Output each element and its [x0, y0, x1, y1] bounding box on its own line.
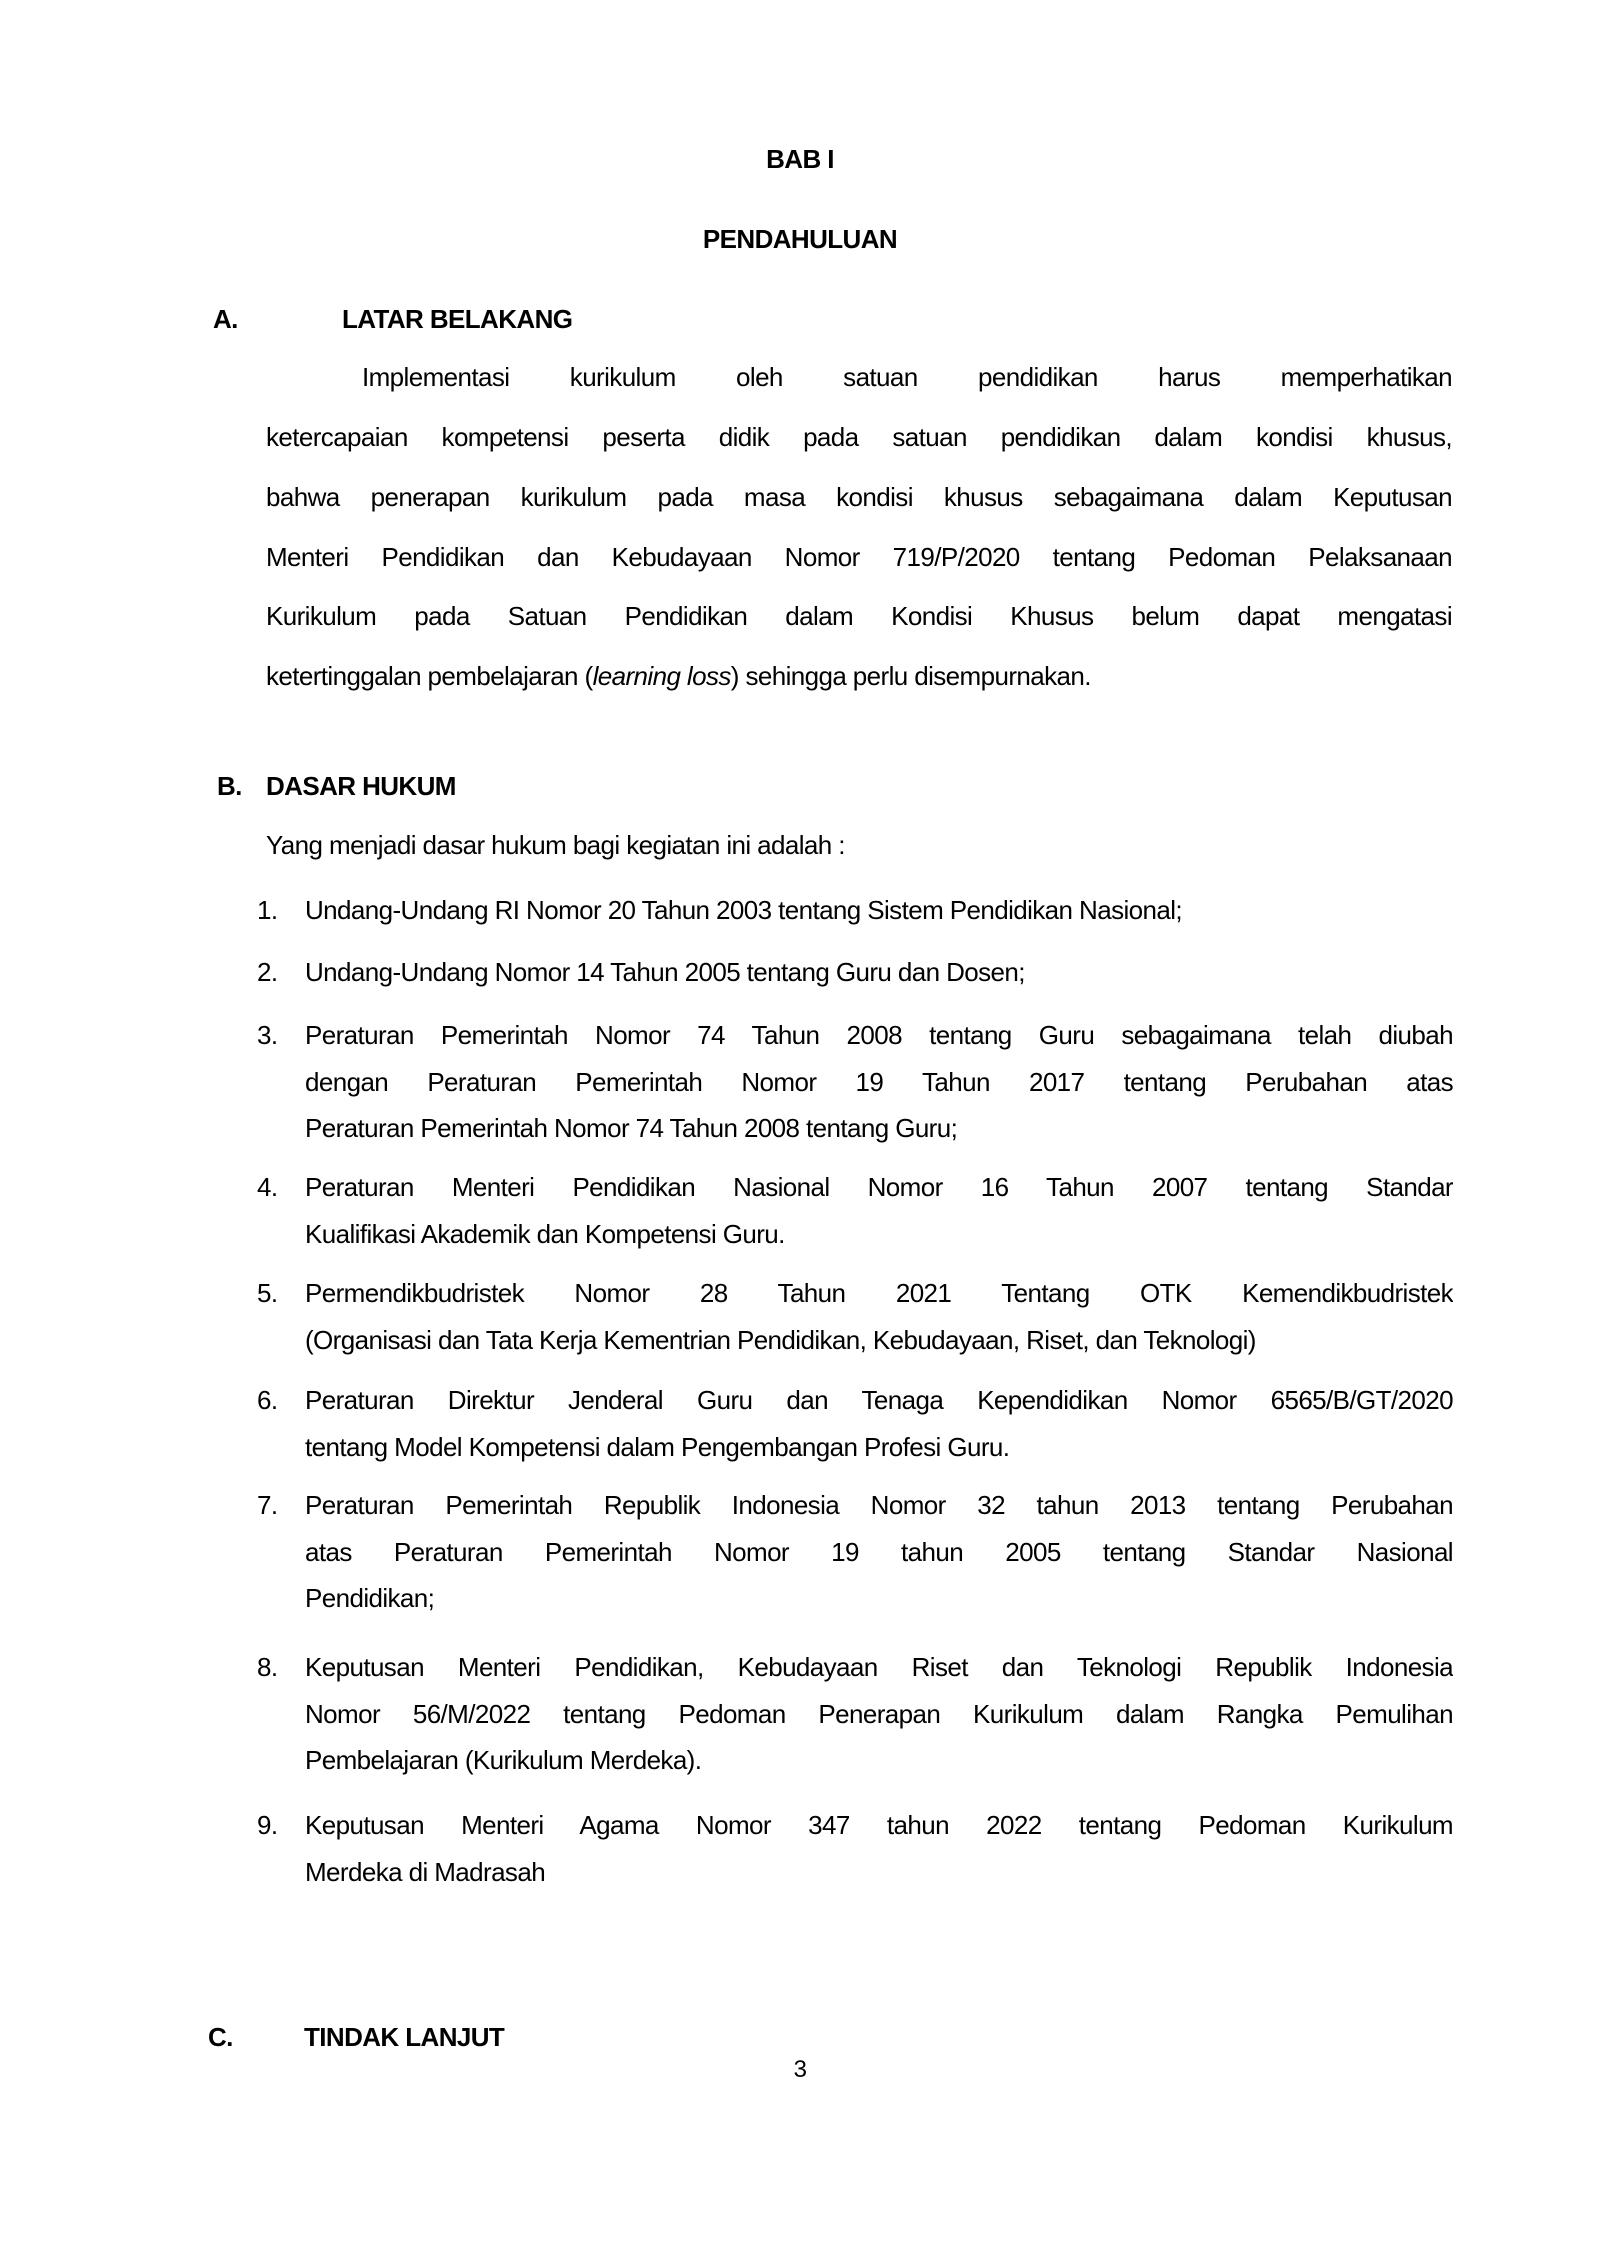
list-item-line: (Organisasi dan Tata Kerja Kementrian Pendidikan, Kebudayaan, Riset, dan Teknologi): [305, 1324, 1256, 1355]
list-item-line: Nomor 56/M/2022 tentang Pedoman Penerapan Kurikulum dalam Rangka Pemulihan: [305, 1698, 1453, 1729]
section-a-line-3: bahwa penerapan kurikulum pada masa kondisi khusus sebagaimana dalam Keputusan: [266, 482, 1452, 512]
section-a-title: LATAR BELAKANG: [342, 304, 573, 334]
list-item-line: Undang-Undang Nomor 14 Tahun 2005 tentang Guru dan Dosen;: [305, 957, 1025, 987]
text-segment: ketertinggalan pembelajaran (: [266, 661, 593, 691]
list-item-line: Merdeka di Madrasah: [305, 1856, 546, 1887]
list-item-line: dengan Peraturan Pemerintah Nomor 19 Tahun 2017 tentang Perubahan atas: [305, 1066, 1453, 1097]
list-item-number: 5.: [257, 1278, 278, 1308]
list-item-line: Peraturan Pemerintah Nomor 74 Tahun 2008 tentang Guru sebagaimana telah diubah: [305, 1020, 1453, 1050]
section-a-marker: A.: [213, 304, 238, 334]
section-b-intro: Yang menjadi dasar hukum bagi kegiatan ini adalah :: [266, 830, 845, 860]
list-item-line: tentang Model Kompetensi dalam Pengembangan Profesi Guru.: [305, 1431, 1010, 1462]
list-item-number: 1.: [257, 895, 278, 925]
list-item-number: 8.: [257, 1652, 278, 1682]
section-b-title: DASAR HUKUM: [266, 771, 456, 801]
list-item-line: Permendikbudristek Nomor 28 Tahun 2021 Tentang OTK Kemendikbudristek: [305, 1278, 1453, 1308]
list-item-line: Peraturan Menteri Pendidikan Nasional Nomor 16 Tahun 2007 tentang Standar: [305, 1172, 1453, 1202]
list-item-line: atas Peraturan Pemerintah Nomor 19 tahun 2005 tentang Standar Nasional: [305, 1536, 1453, 1567]
list-item-line: Pembelajaran (Kurikulum Merdeka).: [305, 1745, 702, 1775]
chapter-title: PENDAHULUAN: [702, 224, 898, 254]
section-a-line-1: Implementasi kurikulum oleh satuan pendidikan harus memperhatikan: [362, 362, 1452, 392]
list-item-line: Peraturan Pemerintah Republik Indonesia Nomor 32 tahun 2013 tentang Perubahan: [305, 1490, 1453, 1520]
section-a-line-4: Menteri Pendidikan dan Kebudayaan Nomor 719/P/2020 tentang Pedoman Pelaksanaan: [266, 542, 1452, 572]
section-c-marker: C.: [208, 2022, 233, 2052]
list-item-number: 9.: [257, 1810, 278, 1840]
list-item-line: Kualifikasi Akademik dan Kompetensi Guru.: [305, 1218, 785, 1249]
italic-term: learning loss: [592, 661, 731, 691]
list-item-number: 3.: [257, 1020, 278, 1050]
list-item-number: 6.: [257, 1385, 278, 1415]
list-item-number: 7.: [257, 1490, 278, 1520]
section-b-marker: B.: [217, 771, 242, 801]
page-number: 3: [793, 2056, 807, 2083]
list-item-line: Peraturan Direktur Jenderal Guru dan Tenaga Kependidikan Nomor 6565/B/GT/2020: [305, 1385, 1453, 1415]
list-item-number: 2.: [257, 957, 278, 987]
section-a-line-2: ketercapaian kompetensi peserta didik pada satuan pendidikan dalam kondisi khusus,: [266, 422, 1452, 452]
list-item-number: 4.: [257, 1172, 278, 1202]
list-item-line: Undang-Undang RI Nomor 20 Tahun 2003 tentang Sistem Pendidikan Nasional;: [305, 895, 1183, 925]
list-item-line: Peraturan Pemerintah Nomor 74 Tahun 2008 tentang Guru;: [305, 1113, 958, 1143]
section-a-line-6: [266, 661, 1091, 691]
text-segment: ) sehingga perlu disempurnakan.: [730, 661, 1091, 691]
list-item-line: Keputusan Menteri Pendidikan, Kebudayaan Riset dan Teknologi Republik Indonesia: [305, 1652, 1453, 1682]
list-item-line: Keputusan Menteri Agama Nomor 347 tahun 2022 tentang Pedoman Kurikulum: [305, 1810, 1453, 1840]
chapter-number: BAB I: [766, 144, 834, 174]
section-c-title: TINDAK LANJUT: [304, 2022, 505, 2052]
section-a-line-5: Kurikulum pada Satuan Pendidikan dalam Kondisi Khusus belum dapat mengatasi: [266, 601, 1452, 631]
list-item-line: Pendidikan;: [305, 1583, 435, 1613]
